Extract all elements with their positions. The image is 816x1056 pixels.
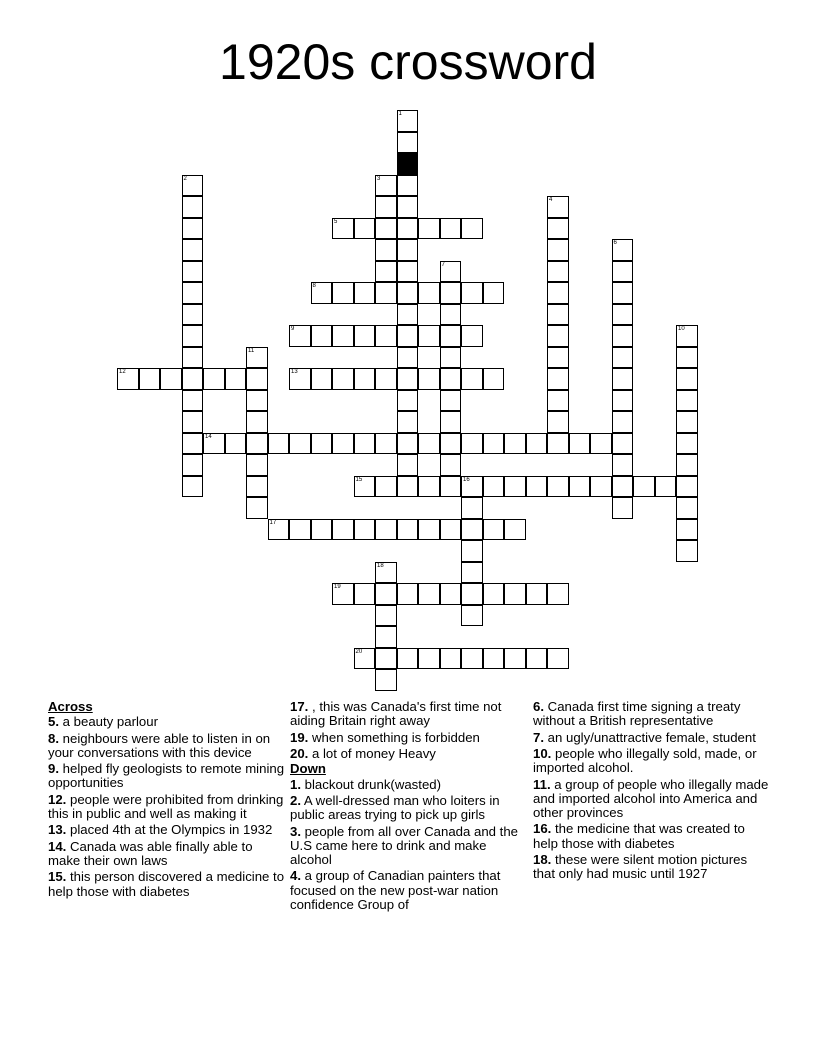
clue-text: a beauty parlour [59,714,158,730]
grid-cell[interactable] [612,325,634,347]
grid-cell[interactable] [418,282,440,304]
grid-cell[interactable] [354,368,376,390]
grid-cell[interactable] [182,454,204,476]
grid-cell[interactable] [182,325,204,347]
grid-cell[interactable] [182,261,204,283]
grid-cell[interactable] [225,433,247,455]
clue-number-label: 1. [290,776,301,792]
clue-number: 16 [463,476,470,483]
clue-item [290,825,528,868]
clue-text: a group of people who illegally made and imported alcohol into America and other provinces [533,776,769,820]
grid-cell[interactable] [547,196,569,218]
grid-cell[interactable] [440,390,462,412]
clue-number-label: 16. [533,821,552,837]
grid-cell[interactable] [182,175,204,197]
grid-cell[interactable] [590,433,612,455]
grid-cell[interactable] [547,583,569,605]
grid-cell[interactable] [440,519,462,541]
clue-number: 20 [355,648,363,655]
clue-number: 4 [549,197,553,203]
grid-cell[interactable] [418,368,440,390]
grid-cell[interactable] [225,368,247,390]
clue-number: 7 [441,261,445,268]
grid-cell[interactable] [440,454,462,476]
clue-item [48,823,286,837]
clue-item [290,869,528,912]
grid-cell[interactable] [612,368,634,390]
grid-cell[interactable] [311,519,333,541]
clue-text: A well-dressed man who loiters in public areas trying to pick up girls [290,792,500,823]
grid-cell[interactable] [246,411,268,433]
clue-number-label: 2. [290,792,301,808]
clue-number-label: 12. [48,791,67,807]
grid-cell[interactable] [547,261,569,283]
grid-cell[interactable] [311,433,333,455]
clue-text: Canada was able finally able to make their own laws [48,838,253,868]
grid-cell[interactable] [418,325,440,347]
grid-cell[interactable] [332,368,354,390]
clue-text: blackout drunk(wasted) [301,776,442,792]
grid-cell[interactable] [676,433,698,455]
grid-cell[interactable] [440,368,462,390]
grid-cell[interactable] [354,282,376,304]
grid-cell[interactable] [676,519,698,541]
clue-number: 11 [248,347,255,354]
clue-number-label: 7. [533,729,544,745]
grid-cell[interactable] [440,325,462,347]
grid-cell[interactable] [461,605,483,627]
clue-text: people who illegally sold, made, or imported alcohol. [533,745,757,776]
grid-cell[interactable] [332,282,354,304]
down-heading: Down [290,761,326,777]
grid-cell[interactable] [375,476,397,498]
grid-cell[interactable] [375,196,397,218]
grid-cell[interactable] [526,583,548,605]
grid-cell[interactable] [375,626,397,648]
grid-cell[interactable] [569,476,591,498]
clue-number: 2 [183,175,187,182]
clue-item [48,870,286,898]
grid-cell[interactable] [289,433,311,455]
grid-cell[interactable] [354,218,376,240]
grid-cell[interactable] [547,433,569,455]
clue-number: 17 [269,519,277,526]
grid-cell[interactable] [332,433,354,455]
grid-cell[interactable] [246,390,268,412]
clue-number-label: 5. [48,714,59,730]
clue-number-label: 8. [48,730,59,746]
clue-number: 19 [334,584,341,590]
grid-cell[interactable] [547,325,569,347]
grid-cell[interactable] [676,497,698,519]
grid-cell[interactable] [332,325,354,347]
clue-text: a lot of money Heavy [308,745,436,761]
clue-item [290,700,528,728]
clue-item [533,700,771,728]
clue-number-label: 15. [48,869,67,885]
clue-text: people were prohibited from drinking this in public and well as making it [48,791,284,821]
clue-number-label: 17. [290,699,309,714]
clue-item [533,747,771,775]
grid-cell[interactable] [182,196,204,218]
grid-cell[interactable] [612,282,634,304]
grid-cell[interactable] [375,239,397,261]
clue-item [48,793,286,821]
grid-cell[interactable] [547,282,569,304]
grid-cell[interactable] [440,433,462,455]
clue-number-label: 18. [533,851,552,867]
grid-cell[interactable] [397,433,419,455]
grid-cell[interactable] [547,476,569,498]
grid-cell[interactable] [375,218,397,240]
grid-cell[interactable] [332,583,354,605]
grid-cell[interactable] [397,583,419,605]
grid-cell[interactable] [117,368,139,390]
page-title: 1920s crossword [219,34,597,90]
grid-cell[interactable] [182,282,204,304]
grid-cell[interactable] [569,433,591,455]
grid-cell[interactable] [182,368,204,390]
grid-cell[interactable] [246,497,268,519]
grid-cell[interactable] [547,411,569,433]
grid-cell[interactable] [526,476,548,498]
grid-cell[interactable] [354,648,376,670]
grid-cell[interactable] [375,368,397,390]
grid-cell[interactable] [375,325,397,347]
clue-item [48,840,286,868]
grid-cell[interactable] [418,218,440,240]
clue-text: people from all over Canada and the U.S came here to drink and make alcohol [290,823,519,867]
grid-cell[interactable] [461,433,483,455]
across-clues-column [48,700,286,901]
grid-cell[interactable] [289,368,311,390]
grid-cell[interactable] [354,476,376,498]
grid-cell[interactable] [461,519,483,541]
grid-cell[interactable] [612,304,634,326]
grid-cell[interactable] [612,476,634,498]
grid-cell[interactable] [397,261,419,283]
grid-cell[interactable] [375,433,397,455]
grid-cell[interactable] [397,282,419,304]
clues-column-middle [290,700,528,914]
clue-item [533,731,771,745]
clue-number-label: 9. [48,761,59,777]
clue-text: an ugly/unattractive female, student [544,729,756,745]
clue-number-label: 4. [290,868,301,884]
clue-item [48,732,286,760]
grid-cell[interactable] [676,368,698,390]
grid-cell[interactable] [375,648,397,670]
grid-cell[interactable] [397,325,419,347]
grid-cell[interactable] [547,347,569,369]
across-clue-list [48,715,286,899]
grid-cell[interactable] [461,218,483,240]
clue-number-label: 11. [533,776,551,792]
grid-cell[interactable] [612,347,634,369]
clue-item [290,778,528,792]
grid-cell[interactable] [182,433,204,455]
grid-cell[interactable] [655,476,677,498]
grid-cell[interactable] [418,648,440,670]
grid-cell[interactable] [418,583,440,605]
grid-cell[interactable] [182,390,204,412]
across-clue-list-continued [290,700,528,761]
grid-cell[interactable] [268,433,290,455]
grid-cell[interactable] [397,110,419,132]
grid-cell[interactable] [440,304,462,326]
grid-cell[interactable] [504,648,526,670]
grid-cell[interactable] [375,175,397,197]
grid-cell[interactable] [440,476,462,498]
grid-cell[interactable] [483,433,505,455]
grid-cell[interactable] [461,476,483,498]
grid-cell[interactable] [547,304,569,326]
clue-number-label: 19. [290,729,309,745]
grid-cell[interactable] [440,347,462,369]
grid-cell[interactable] [676,540,698,562]
grid-cell[interactable] [246,454,268,476]
grid-cell[interactable] [440,218,462,240]
grid-cell[interactable] [461,540,483,562]
clue-text: , this was Canada's first time not aiding Britain right away [290,699,502,729]
grid-cell[interactable] [246,347,268,369]
grid-cell[interactable] [182,239,204,261]
grid-cell[interactable] [354,325,376,347]
clue-number: 1 [398,111,402,117]
clue-number-label: 6. [533,699,544,714]
grid-cell[interactable] [311,368,333,390]
clue-item [533,778,771,821]
grid-cell[interactable] [676,390,698,412]
grid-cell[interactable] [182,411,204,433]
grid-cell[interactable] [483,648,505,670]
down-clue-list [290,778,528,912]
grid-cell[interactable] [612,411,634,433]
grid-cell[interactable] [375,583,397,605]
grid-cell[interactable] [612,433,634,455]
grid-cell[interactable] [375,282,397,304]
grid-cell[interactable] [612,497,634,519]
clue-text: this person discovered a medicine to help those with diabetes [48,869,285,899]
grid-cell[interactable] [590,476,612,498]
grid-cell[interactable] [547,239,569,261]
clue-number-label: 20. [290,745,309,761]
clue-text: these were silent motion pictures that only had music until 1927 [533,851,748,882]
grid-cell[interactable] [203,368,225,390]
clue-number: 9 [291,326,295,332]
clue-number: 6 [613,240,617,246]
grid-cell[interactable] [397,648,419,670]
clue-number: 10 [678,326,685,332]
grid-cell[interactable] [418,476,440,498]
grid-cell[interactable] [676,476,698,498]
grid-cell[interactable] [461,497,483,519]
grid-cell[interactable] [332,218,354,240]
grid-cell[interactable] [375,519,397,541]
down-clue-list-continued [533,700,771,881]
grid-cell[interactable] [461,648,483,670]
grid-cell[interactable] [139,368,161,390]
clue-item [290,794,528,822]
grid-cell[interactable] [526,433,548,455]
grid-cell[interactable] [397,196,419,218]
grid-cell[interactable] [504,433,526,455]
grid-cell[interactable] [397,476,419,498]
grid-cell[interactable] [375,261,397,283]
clue-number: 5 [334,218,338,225]
clue-text: placed 4th at the Olympics in 1932 [66,822,273,838]
clues-column-right [533,700,771,884]
grid-cell[interactable] [461,583,483,605]
clue-text: neighbours were able to listen in on your conversations with this device [48,730,271,760]
clue-text: a group of Canadian painters that focused on the new post-war nation confidence Group of [290,868,501,912]
grid-cell[interactable] [397,368,419,390]
clue-number: 14 [205,433,212,440]
grid-cell[interactable] [375,669,397,691]
grid-cell[interactable] [289,325,311,347]
grid-cell[interactable] [547,218,569,240]
grid-cell[interactable] [354,519,376,541]
grid-cell[interactable] [676,347,698,369]
grid-cell[interactable] [289,519,311,541]
grid-cell[interactable] [547,390,569,412]
grid-cell[interactable] [397,347,419,369]
grid-cell[interactable] [676,454,698,476]
grid-cell[interactable] [160,368,182,390]
clue-item [533,853,771,881]
grid-cell[interactable] [397,519,419,541]
clue-item [290,747,528,761]
grid-cell[interactable] [483,368,505,390]
grid-cell[interactable] [397,304,419,326]
grid-cell[interactable] [268,519,290,541]
grid-cell[interactable] [440,282,462,304]
clue-text: the medicine that was created to help those with diabetes [533,821,745,851]
grid-cell[interactable] [311,282,333,304]
clue-item [290,731,528,745]
grid-cell[interactable] [676,325,698,347]
grid-cell[interactable] [397,175,419,197]
clue-number: 13 [291,369,298,375]
grid-cell[interactable] [483,583,505,605]
clue-text: when something is forbidden [308,729,480,745]
clue-number-label: 14. [48,838,67,854]
grid-cell[interactable] [547,368,569,390]
grid-cell[interactable] [461,325,483,347]
grid-cell[interactable] [418,433,440,455]
grid-cell[interactable] [440,261,462,283]
grid-cell[interactable] [461,282,483,304]
grid-cell[interactable] [182,476,204,498]
grid-cell[interactable] [612,261,634,283]
clue-text: helped fly geologists to remote mining opportunities [48,761,285,791]
grid-cell[interactable] [612,454,634,476]
grid-cell[interactable] [311,325,333,347]
clue-number: 18 [377,562,384,569]
grid-cell[interactable] [440,583,462,605]
grid-cell[interactable] [246,368,268,390]
clue-number: 8 [312,283,316,289]
clue-number-label: 10. [533,745,552,761]
grid-cell[interactable] [547,648,569,670]
grid-cell[interactable] [612,239,634,261]
grid-cell[interactable] [203,433,225,455]
grid-cell[interactable] [397,239,419,261]
grid-cell[interactable] [440,411,462,433]
grid-cell[interactable] [633,476,655,498]
clue-text: Canada first time signing a treaty without a British representative [533,699,741,729]
clue-number: 12 [119,369,126,375]
grid-cell[interactable] [182,304,204,326]
grid-cell[interactable] [504,476,526,498]
grid-cell[interactable] [504,519,526,541]
across-heading: Across [48,699,93,714]
grid-cell[interactable] [375,605,397,627]
grid-cell[interactable] [182,347,204,369]
grid-cell[interactable] [461,368,483,390]
clue-item [533,822,771,850]
clue-number: 3 [377,175,381,182]
grid-cell[interactable] [375,562,397,584]
clue-item [48,762,286,790]
grid-cell[interactable] [332,519,354,541]
grid-cell[interactable] [397,411,419,433]
grid-cell[interactable] [526,648,548,670]
grid-cell[interactable] [461,562,483,584]
clue-number-label: 13. [48,822,67,838]
grid-cell[interactable] [483,282,505,304]
grid-cell[interactable] [246,433,268,455]
grid-cell[interactable] [354,433,376,455]
grid-cell[interactable] [182,218,204,240]
grid-cell[interactable] [612,390,634,412]
clue-number: 15 [355,476,363,483]
grid-cell[interactable] [483,519,505,541]
grid-cell[interactable] [397,132,419,154]
grid-cell[interactable] [397,390,419,412]
clue-item [48,715,286,729]
grid-cell[interactable] [246,476,268,498]
grid-cell[interactable] [354,583,376,605]
grid-cell[interactable] [397,218,419,240]
grid-cell[interactable] [418,519,440,541]
black-cell [397,153,419,175]
grid-cell[interactable] [504,583,526,605]
grid-cell[interactable] [483,476,505,498]
grid-cell[interactable] [397,454,419,476]
clue-number-label: 3. [290,823,301,839]
grid-cell[interactable] [440,648,462,670]
grid-cell[interactable] [676,411,698,433]
